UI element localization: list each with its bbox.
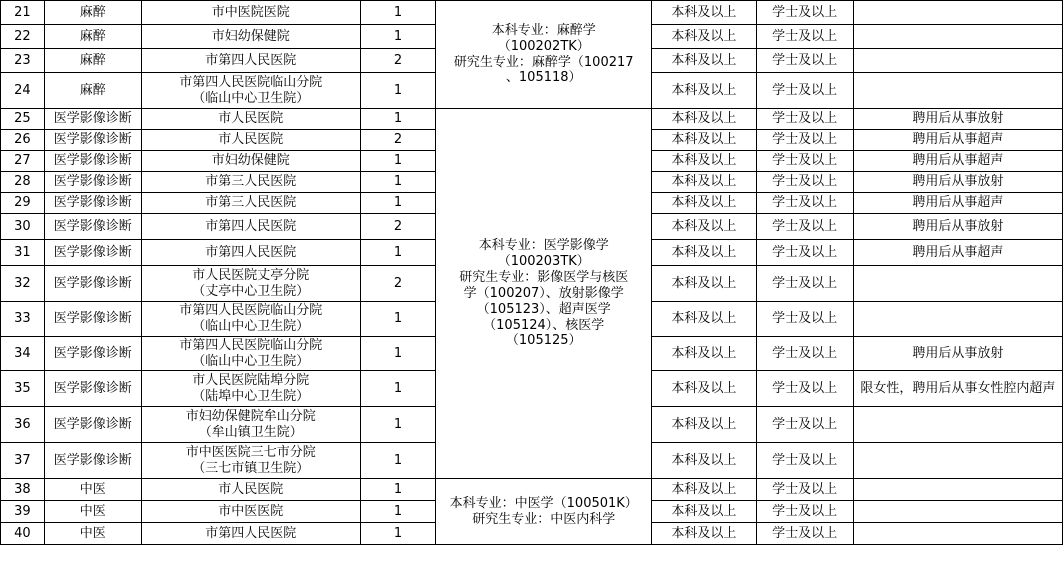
- cell-remark: [853, 443, 1062, 479]
- cell-no: 35: [1, 371, 45, 407]
- cell-no: 25: [1, 109, 45, 130]
- cell-remark: [853, 25, 1062, 49]
- spec-line: 研究生专业：麻醉学（100217: [453, 54, 634, 70]
- cell-education: 本科及以上: [652, 25, 757, 49]
- cell-education: 本科及以上: [652, 240, 757, 266]
- spec-line: （105123）、超声医学: [476, 301, 611, 317]
- cell-unit: 市第三人民医院: [141, 172, 360, 193]
- cell-num: 1: [360, 172, 436, 193]
- cell-degree: 学士及以上: [756, 479, 853, 501]
- cell-major: 麻醉: [44, 1, 141, 25]
- cell-major: 医学影像诊断: [44, 240, 141, 266]
- cell-major: 医学影像诊断: [44, 443, 141, 479]
- cell-remark: [853, 49, 1062, 73]
- cell-major: 医学影像诊断: [44, 266, 141, 302]
- cell-no: 33: [1, 302, 45, 337]
- cell-unit: 市第三人民医院: [141, 193, 360, 214]
- cell-degree: 学士及以上: [756, 193, 853, 214]
- cell-no: 29: [1, 193, 45, 214]
- cell-no: 24: [1, 73, 45, 109]
- cell-education: 本科及以上: [652, 1, 757, 25]
- cell-degree: 学士及以上: [756, 407, 853, 443]
- cell-major: 医学影像诊断: [44, 130, 141, 151]
- cell-unit: [141, 266, 360, 302]
- cell-num: 2: [360, 266, 436, 302]
- cell-major: 医学影像诊断: [44, 109, 141, 130]
- cell-unit: 市妇幼保健院: [141, 25, 360, 49]
- cell-education: 本科及以上: [652, 501, 757, 523]
- cell-num: 1: [360, 151, 436, 172]
- spec-line: （100202TK）: [497, 38, 590, 54]
- spec-line: 研究生专业：中医内科学: [472, 511, 616, 527]
- unit-line: （临山中心卫生院）: [192, 90, 310, 106]
- unit-line: （丈亭中心卫生院）: [192, 283, 310, 299]
- cell-major: 麻醉: [44, 25, 141, 49]
- spec-line: （105124）、核医学: [483, 317, 605, 333]
- cell-num: 1: [360, 501, 436, 523]
- table-row: [1, 109, 1063, 130]
- unit-line: 市第四人民医院临山分院: [179, 74, 323, 90]
- cell-degree: 学士及以上: [756, 109, 853, 130]
- cell-unit: [141, 73, 360, 109]
- cell-unit: [141, 407, 360, 443]
- cell-no: 21: [1, 1, 45, 25]
- cell-unit: 市第四人民医院: [141, 523, 360, 545]
- cell-degree: 学士及以上: [756, 371, 853, 407]
- cell-major: 麻醉: [44, 49, 141, 73]
- spec-line: 研究生专业：影像医学与核医: [459, 269, 629, 285]
- unit-line: 市第四人民医院临山分院: [179, 337, 323, 353]
- cell-remark: 聘用后从事放射: [853, 336, 1062, 371]
- cell-major: 中医: [44, 501, 141, 523]
- cell-num: 1: [360, 443, 436, 479]
- cell-remark: [853, 479, 1062, 501]
- cell-major: 医学影像诊断: [44, 407, 141, 443]
- table-row: [1, 1, 1063, 25]
- cell-spec-requirement: [436, 109, 652, 479]
- unit-line: 市第四人民医院临山分院: [179, 303, 323, 318]
- cell-education: 本科及以上: [652, 371, 757, 407]
- cell-education: 本科及以上: [652, 443, 757, 479]
- cell-remark: [853, 266, 1062, 302]
- cell-no: 26: [1, 130, 45, 151]
- unit-line: （临山中心卫生院）: [192, 353, 310, 369]
- cell-unit: [141, 302, 360, 337]
- cell-num: 1: [360, 25, 436, 49]
- cell-degree: 学士及以上: [756, 1, 853, 25]
- cell-no: 37: [1, 443, 45, 479]
- cell-degree: 学士及以上: [756, 523, 853, 545]
- table-row: [1, 479, 1063, 501]
- cell-num: 1: [360, 479, 436, 501]
- cell-degree: 学士及以上: [756, 302, 853, 337]
- spec-line: 本科专业：中医学（100501K）: [449, 496, 638, 512]
- cell-education: 本科及以上: [652, 172, 757, 193]
- cell-education: 本科及以上: [652, 479, 757, 501]
- unit-line: （陆埠中心卫生院）: [192, 388, 310, 404]
- cell-education: 本科及以上: [652, 407, 757, 443]
- cell-education: 本科及以上: [652, 193, 757, 214]
- cell-unit: 市人民医院: [141, 109, 360, 130]
- cell-education: 本科及以上: [652, 130, 757, 151]
- unit-line: 市人民医院陆埠分院: [192, 373, 310, 389]
- cell-no: 39: [1, 501, 45, 523]
- cell-education: 本科及以上: [652, 109, 757, 130]
- cell-no: 22: [1, 25, 45, 49]
- cell-major: 医学影像诊断: [44, 371, 141, 407]
- cell-spec-requirement: [436, 1, 652, 109]
- cell-remark: [853, 302, 1062, 337]
- cell-no: 27: [1, 151, 45, 172]
- cell-num: 1: [360, 371, 436, 407]
- cell-no: 34: [1, 336, 45, 371]
- unit-line: 市人民医院丈亭分院: [192, 267, 310, 283]
- cell-major: 麻醉: [44, 73, 141, 109]
- cell-degree: 学士及以上: [756, 172, 853, 193]
- cell-num: 1: [360, 523, 436, 545]
- cell-num: 1: [360, 73, 436, 109]
- cell-remark: [853, 501, 1062, 523]
- cell-major: 医学影像诊断: [44, 151, 141, 172]
- unit-line: （三七市镇卫生院）: [192, 460, 310, 476]
- cell-unit: 市第四人民医院: [141, 214, 360, 240]
- cell-unit: [141, 371, 360, 407]
- cell-major: 医学影像诊断: [44, 193, 141, 214]
- cell-num: 2: [360, 214, 436, 240]
- cell-no: 30: [1, 214, 45, 240]
- spec-line: 本科专业：医学影像学: [478, 238, 609, 254]
- cell-unit: 市人民医院: [141, 130, 360, 151]
- cell-degree: 学士及以上: [756, 25, 853, 49]
- unit-line: 市中医医院三七市分院: [185, 445, 316, 461]
- cell-num: 1: [360, 193, 436, 214]
- cell-degree: 学士及以上: [756, 151, 853, 172]
- cell-remark: 聘用后从事放射: [853, 172, 1062, 193]
- cell-unit: 市中医院医院: [141, 1, 360, 25]
- cell-num: 1: [360, 109, 436, 130]
- spec-line: （105125）: [505, 333, 582, 349]
- cell-remark: [853, 407, 1062, 443]
- cell-no: 31: [1, 240, 45, 266]
- spec-line: 本科专业：麻醉学: [491, 22, 596, 38]
- cell-no: 23: [1, 49, 45, 73]
- cell-num: 1: [360, 336, 436, 371]
- cell-education: 本科及以上: [652, 336, 757, 371]
- cell-remark: [853, 523, 1062, 545]
- cell-degree: 学士及以上: [756, 336, 853, 371]
- cell-unit: 市人民医院: [141, 479, 360, 501]
- spec-line: 、105118）: [505, 70, 582, 86]
- cell-education: 本科及以上: [652, 49, 757, 73]
- cell-unit: 市妇幼保健院: [141, 151, 360, 172]
- cell-education: 本科及以上: [652, 151, 757, 172]
- cell-num: 1: [360, 1, 436, 25]
- cell-unit: 市第四人民医院: [141, 240, 360, 266]
- cell-major: 医学影像诊断: [44, 214, 141, 240]
- cell-no: 40: [1, 523, 45, 545]
- cell-remark: 聘用后从事放射: [853, 109, 1062, 130]
- cell-remark: 聘用后从事放射: [853, 214, 1062, 240]
- cell-education: 本科及以上: [652, 266, 757, 302]
- spec-line: 学（100207）、放射影像学: [463, 285, 624, 301]
- cell-remark: 限女性，聘用后从事女性腔内超声: [853, 371, 1062, 407]
- cell-no: 38: [1, 479, 45, 501]
- cell-education: 本科及以上: [652, 73, 757, 109]
- cell-no: 28: [1, 172, 45, 193]
- cell-remark: 聘用后从事超声: [853, 240, 1062, 266]
- cell-education: 本科及以上: [652, 214, 757, 240]
- cell-unit: 市第四人民医院: [141, 49, 360, 73]
- cell-major: 医学影像诊断: [44, 172, 141, 193]
- cell-num: 1: [360, 302, 436, 337]
- cell-education: 本科及以上: [652, 523, 757, 545]
- cell-spec-requirement: [436, 479, 652, 545]
- cell-degree: 学士及以上: [756, 49, 853, 73]
- cell-major: 医学影像诊断: [44, 302, 141, 337]
- table-body: [1, 1, 1063, 545]
- cell-remark: 聘用后从事超声: [853, 130, 1062, 151]
- cell-degree: 学士及以上: [756, 130, 853, 151]
- cell-remark: 聘用后从事超声: [853, 193, 1062, 214]
- cell-unit: 市中医医院: [141, 501, 360, 523]
- cell-remark: [853, 73, 1062, 109]
- cell-remark: [853, 1, 1062, 25]
- cell-unit: [141, 336, 360, 371]
- cell-degree: 学士及以上: [756, 240, 853, 266]
- cell-major: 中医: [44, 523, 141, 545]
- spec-line: （100203TK）: [497, 254, 590, 270]
- unit-line: （牟山镇卫生院）: [198, 424, 303, 440]
- cell-degree: 学士及以上: [756, 266, 853, 302]
- cell-num: 2: [360, 49, 436, 73]
- cell-num: 1: [360, 240, 436, 266]
- cell-no: 36: [1, 407, 45, 443]
- cell-num: 2: [360, 130, 436, 151]
- cell-unit: [141, 443, 360, 479]
- cell-major: 医学影像诊断: [44, 336, 141, 371]
- cell-remark: 聘用后从事超声: [853, 151, 1062, 172]
- cell-education: 本科及以上: [652, 302, 757, 337]
- cell-degree: 学士及以上: [756, 214, 853, 240]
- cell-degree: 学士及以上: [756, 73, 853, 109]
- cell-degree: 学士及以上: [756, 443, 853, 479]
- unit-line: （临山中心卫生院）: [192, 318, 310, 334]
- unit-line: 市妇幼保健院牟山分院: [185, 409, 316, 425]
- cell-no: 32: [1, 266, 45, 302]
- cell-num: 1: [360, 407, 436, 443]
- cell-major: 中医: [44, 479, 141, 501]
- cell-degree: 学士及以上: [756, 501, 853, 523]
